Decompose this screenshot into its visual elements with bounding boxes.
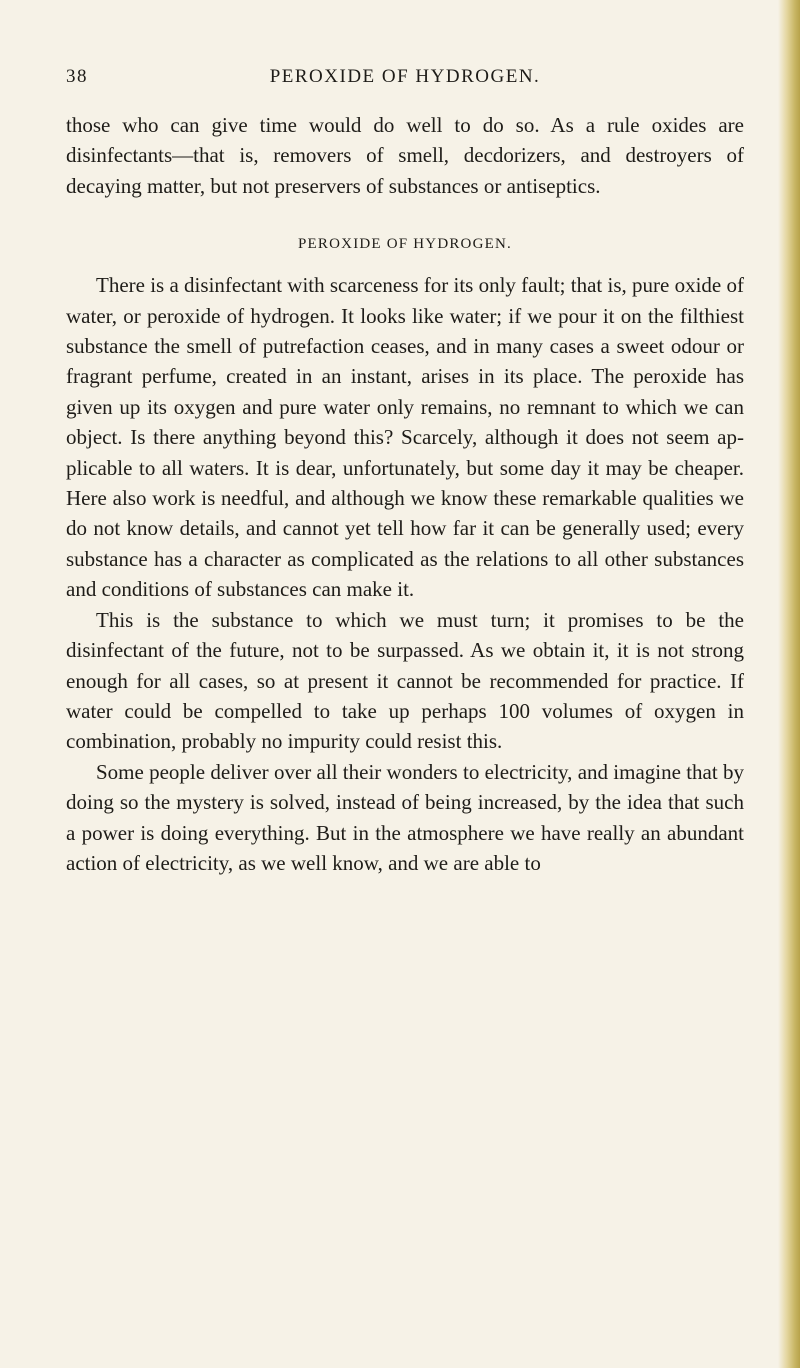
page-number: 38 (66, 66, 88, 87)
paragraph: This is the substance to which we must turn; it promises to be the disinfectant of the future, not to be surpassed. As we obtain it, it is not strong enough for all cases, so at present it cannot be recommended for practice. If water could be compelled to take up perhaps 100 volumes of oxygen in combination, probably no impurity could resist this. (66, 607, 744, 754)
paragraph: Some people deliver over all their wonders to electricity, and imagine that by doing so the mystery is solved, instead of being increased, by the idea that such a power is doing everything. But in the atmosphere we have really an abundant action of electricity, as we well know, and we are able to (66, 759, 744, 875)
page-edge-shadow (778, 0, 800, 1368)
section-heading: PEROXIDE OF HYDROGEN. (298, 236, 512, 253)
body-text (66, 110, 744, 878)
paragraph-continued: those who can give time would do well to do so. As a rule oxides are disinfectants—that is, removers of smell, decdorizers, and destroyers of decaying matter, but not preservers of substances or antiseptics. (66, 113, 744, 198)
paragraph: There is a disinfectant with scarceness for its only fault; that is, pure oxide of water, or peroxide of hydrogen. It looks like water; if we pour it on the filthiest substance the smell of putrefaction ceases, and in many cases a sweet odour or fragrant perfume, created in an instant, arises in its place. The peroxide has given up its oxygen and pure water only remains, no remnant to which we can object. Is there anything beyond this? Scarcely, although it does not seem applicable to all waters. It is dear, unfortunately, but some day it may be cheaper. Here also work is needful, and although we know these remarkable qualities we do not know details, and cannot yet tell how far it can be generally used; every substance has a character as complicated as the relations to all other substances and conditions of substances can make it. (66, 273, 744, 602)
running-head (66, 66, 744, 92)
running-title: PEROXIDE OF HYDROGEN. (269, 66, 541, 87)
